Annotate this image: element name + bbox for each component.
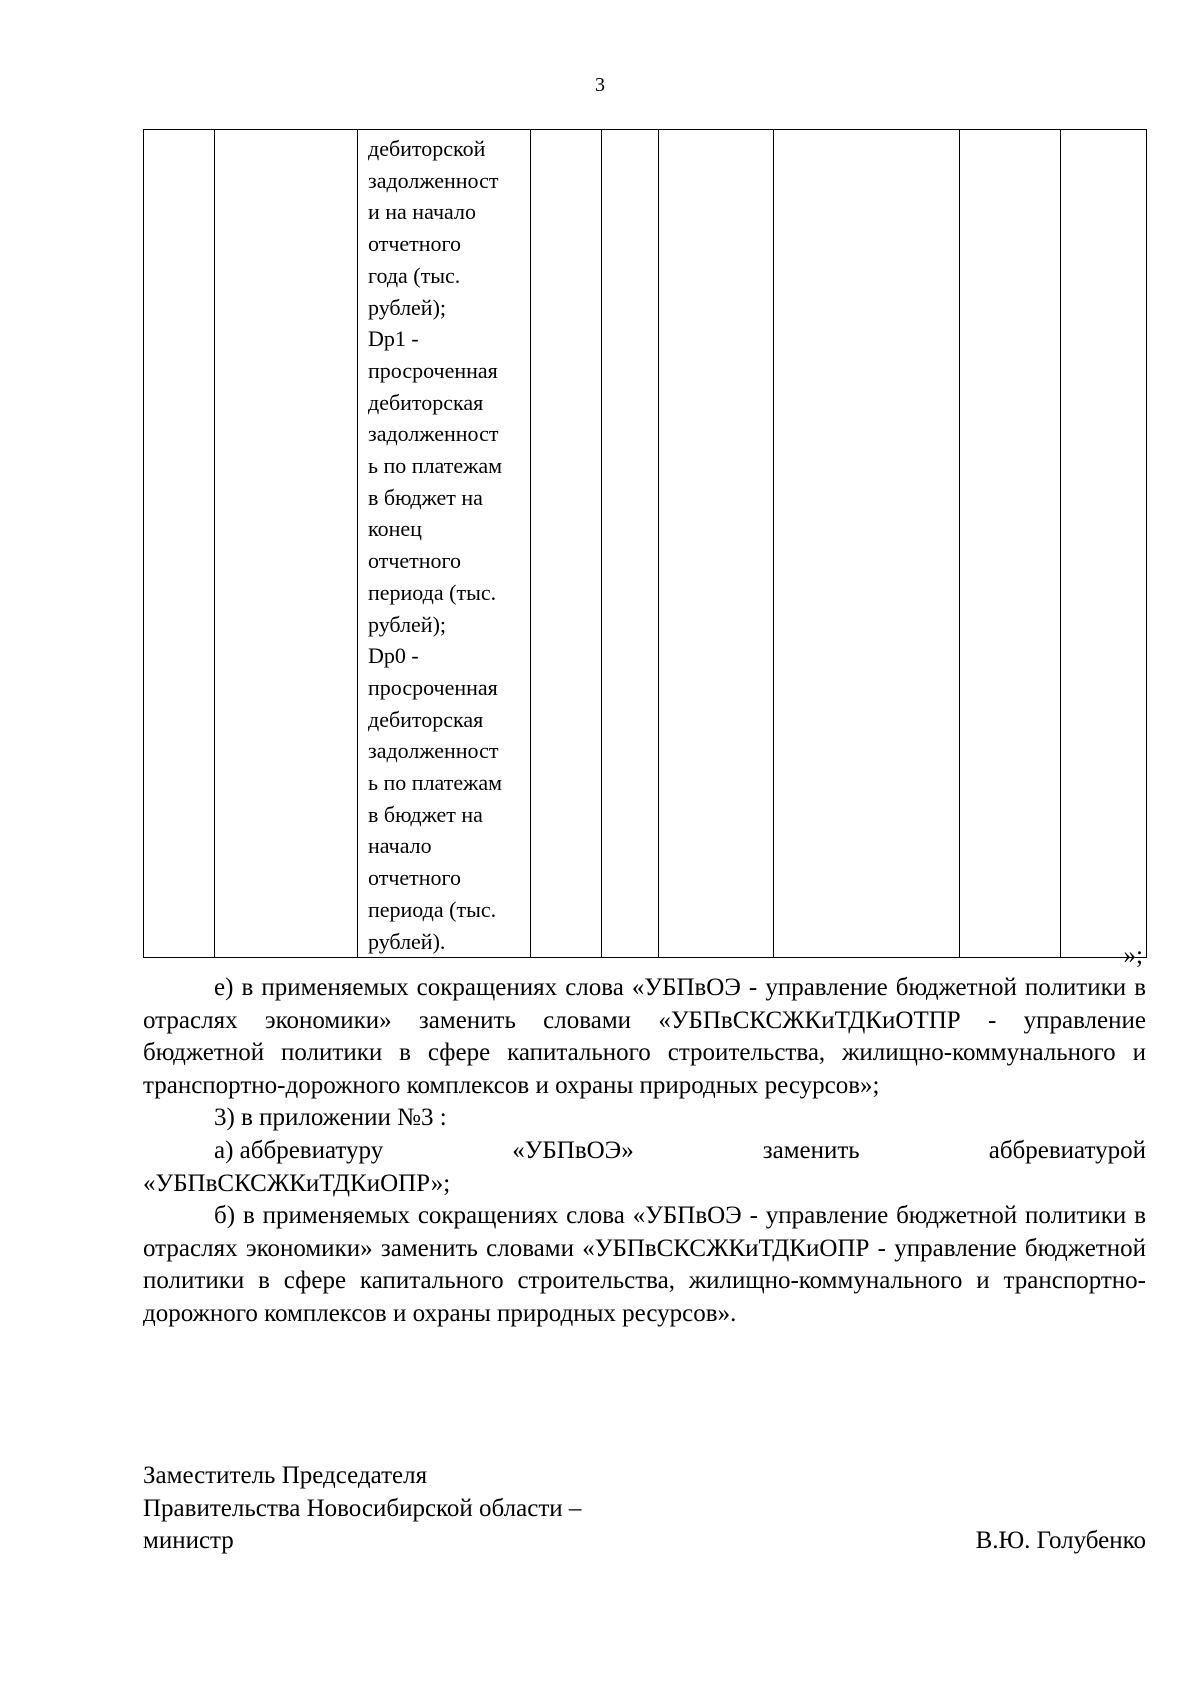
- formula-text-line: просроченная: [368, 674, 498, 700]
- formula-text-line: ь по платежам: [368, 453, 503, 479]
- formula-text-line: отчетного: [368, 548, 462, 574]
- formula-text-line: Dp1 -: [368, 326, 419, 352]
- signatory-title-line1: Заместитель Председателя: [143, 1462, 428, 1489]
- amendments-text: [143, 972, 1146, 1331]
- formula-description-cell: [358, 130, 531, 958]
- formula-text-line: дебиторская: [368, 706, 484, 732]
- formula-text-line: конец: [368, 516, 422, 542]
- table-cell: [531, 130, 602, 958]
- paragraph-a-first-line: [143, 1135, 1146, 1168]
- formula-text-line: Dp0 -: [368, 643, 419, 669]
- paragraph-a-word: а) аббревиатуру: [214, 1136, 384, 1164]
- formula-text-line: задолженност: [368, 738, 499, 764]
- signatory-title-line2: Правительства Новосибирской области –: [143, 1494, 582, 1522]
- signatory-title-line3: министр: [143, 1527, 234, 1555]
- formula-description-text: [358, 130, 530, 957]
- formula-text-line: отчетного: [368, 231, 462, 257]
- paragraph-b: б) в применяемых сокращениях слова «УБПвОЭ - управление бюджетной политики в отраслях экономики» заменить словами «УБПвСКСЖКиТДКиОПР - управление бюджетной политики в сфере капитального строительства, жилищно-коммунального и транспортно-дорожного комплексов и охраны природных ресурсов».: [143, 1202, 1146, 1327]
- signatory-name: В.Ю. Голубенко: [975, 1527, 1146, 1555]
- formula-text-line: просроченная: [368, 357, 498, 383]
- formula-text-line: дебиторской: [368, 136, 486, 161]
- signature-block: [143, 1460, 1146, 1558]
- formula-text-line: в бюджет на: [368, 484, 483, 510]
- formula-text-line: отчетного: [368, 865, 462, 891]
- closing-quote: »;: [1123, 942, 1143, 969]
- formula-text-line: и на начало: [368, 199, 476, 225]
- paragraph-e: е) в применяемых сокращениях слова «УБПвОЭ - управление бюджетной политики в отраслях экономики» заменить словами «УБПвСКСЖКиТДКиОТПР - управление бюджетной политики в сфере капитального строительства, жилищно-коммунального и транспортно-дорожного комплексов и охраны природных ресурсов»;: [143, 974, 1146, 1099]
- table-cell: [1061, 130, 1147, 958]
- formula-text-line: периода (тыс.: [368, 579, 497, 605]
- formula-text-line: рублей);: [368, 611, 447, 637]
- formula-text-line: дебиторская: [368, 389, 484, 415]
- table-cell: [144, 130, 215, 958]
- formula-text-line: ь по платежам: [368, 770, 503, 796]
- paragraph-a-word: «УБПвОЭ»: [512, 1136, 634, 1164]
- indicator-table: [143, 129, 1147, 958]
- paragraph-3: 3) в приложении №3 :: [214, 1104, 447, 1132]
- page-number: 3: [595, 74, 605, 96]
- table-cell: [659, 130, 774, 958]
- table-cell: [602, 130, 659, 958]
- table-cell: [774, 130, 960, 958]
- table-cell: [215, 130, 358, 958]
- formula-text-line: года (тыс.: [368, 262, 461, 288]
- paragraph-a-word: аббревиатурой: [988, 1136, 1146, 1164]
- table-cell: [960, 130, 1061, 958]
- formula-text-line: начало: [368, 833, 432, 859]
- signatory-row: [143, 1525, 1146, 1558]
- formula-text-line: задолженност: [368, 421, 499, 447]
- formula-text-line: рублей);: [368, 294, 447, 320]
- formula-text-line: рублей).: [368, 928, 446, 954]
- paragraph-a-tail: «УБПвСКСЖКиТДКиОПР»;: [143, 1169, 451, 1197]
- paragraph-a-word: заменить: [762, 1136, 860, 1164]
- table-row: [144, 130, 1147, 958]
- formula-text-line: в бюджет на: [368, 801, 483, 827]
- formula-text-line: задолженност: [368, 167, 499, 193]
- formula-text-line: периода (тыс.: [368, 896, 497, 922]
